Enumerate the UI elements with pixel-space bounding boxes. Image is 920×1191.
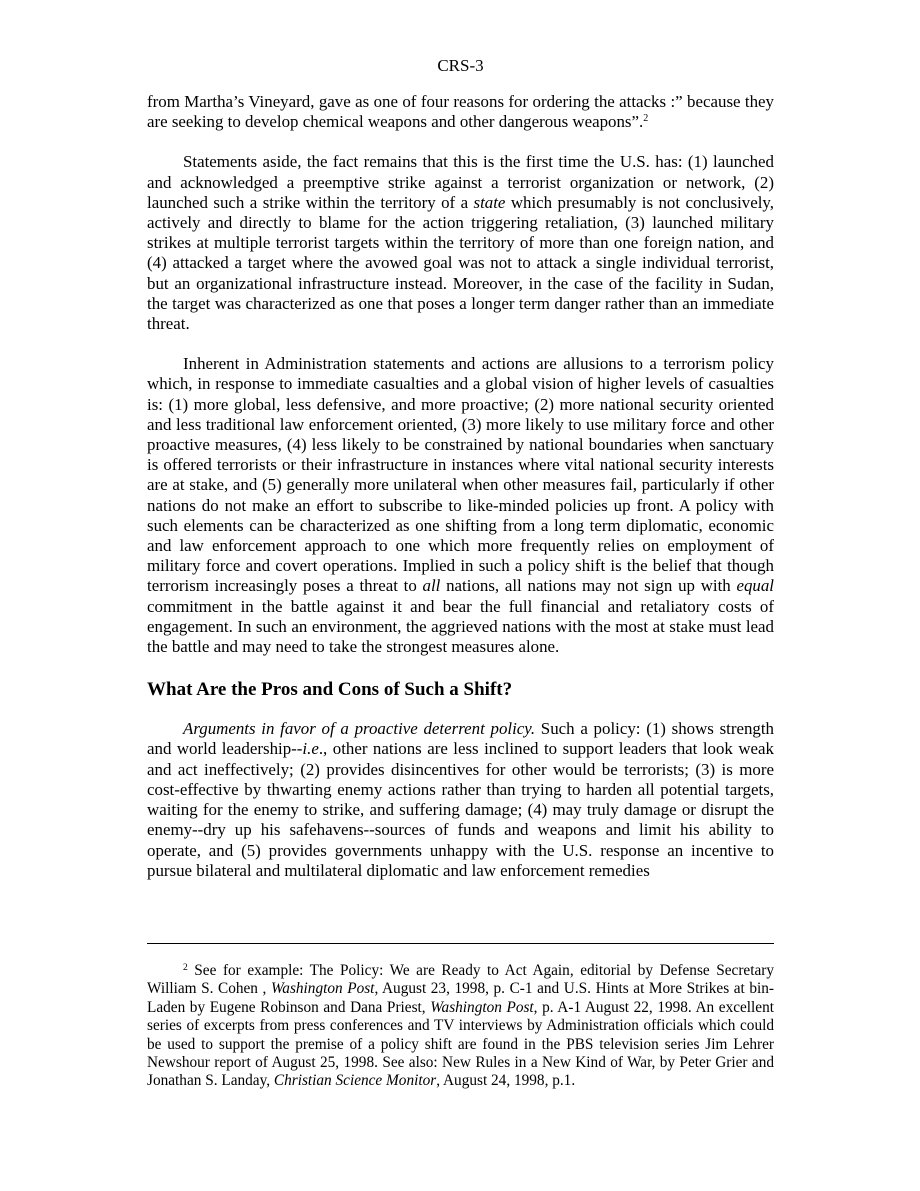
paragraph-text: from Martha’s Vineyard, gave as one of four reasons for ordering the attacks :” because they are seeking to develop chemical weapons and other dangerous weapons”.	[147, 92, 774, 132]
footnote-text: , p. A-1 August 22, 1998. An excellent series of excerpts from press conferences and TV interviews by Administration officials which could be used to support the premise of a policy shift are found in the PBS television series Jim Lehrer Newshour report of August 25, 1998. See also: New Rules in a New Kind of War, by Peter Grier and Jonathan S. Landay,	[147, 998, 774, 1090]
paragraph-arguments-in-favor	[147, 719, 774, 881]
section-heading: What Are the Pros and Cons of Such a Shift?	[147, 679, 513, 701]
footnote-2	[147, 962, 774, 1091]
italic-term: state	[473, 192, 506, 212]
paragraph-text: commitment in the battle against it and bear the full financial and retaliatory costs of engagement. In such an environment, the aggrieved nations with the most at stake must lead the battle and may need to take the strongest measures alone.	[147, 596, 774, 657]
italic-term: all	[422, 576, 441, 596]
paragraph-text: Statements aside, the fact remains that this is the first time the U.S. has: (1) launched and acknowledged a preemptive strike against a terrorist organization or network, (2) launched such a strike within the territory of a	[147, 152, 774, 212]
footnote-text: , August 24, 1998, p.1.	[436, 1072, 576, 1090]
publication-title: Washington Post	[430, 998, 534, 1016]
footnotes-section	[147, 962, 774, 1091]
publication-title: Washington Post	[270, 980, 375, 998]
paragraph-text: nations, all nations may not sign up with	[440, 576, 737, 596]
footnote-number: 2	[183, 963, 188, 973]
paragraph-first-time	[147, 152, 774, 334]
paragraph-policy-allusions	[147, 354, 774, 657]
publication-title: Christian Science Monitor	[273, 1072, 437, 1090]
paragraph-text: which presumably is not conclusively, actively and directly to blame for the action triggering retaliation, (3) launched military strikes at multiple terrorist targets within the territory of more than one foreign nation, and (4) attacked a target where the avowed goal was not to attack a single individual terrorist, but an organizational infrastructure instead. Moreover, in the case of the facility in Sudan, the target was characterized as one that poses a longer term danger rather than an immediate threat.	[147, 192, 774, 334]
italic-lead-in: Arguments in favor of a proactive deterrent policy.	[183, 719, 536, 739]
footnote-text: See for example: The Policy: We are Ready to Act Again, editorial by Defense Secretary William S. Cohen ,	[147, 962, 774, 998]
paragraph-continuation	[147, 92, 774, 132]
page-number-header: CRS-3	[437, 56, 484, 75]
paragraph-text: Inherent in Administration statements and actions are allusions to a terrorism policy which, in response to immediate casualties and a global vision of higher levels of casualties is: (1) more global, less defensive, and more proactive; (2) more national security oriented and less traditional law enforcement oriented, (3) more likely to use military force and other proactive measures, (4) less likely to be constrained by national boundaries when sanctuary is offered terrorists or their infrastructure in instances where vital national security interests are at stake, and (5) generally more unilateral when other measures fail, particularly if other nations do not make an effort to subscribe to like-minded policies up front. A policy with such elements can be characterized as one shifting from a long term diplomatic, economic and law enforcement approach to one which more frequently relies on employment of military force and covert operations. Implied in such a policy shift is the belief that though terrorism increasingly poses a threat to	[147, 354, 774, 596]
paragraph-text: Such a policy: (1) shows strength and world leadership--	[147, 719, 775, 759]
italic-term: i.e	[302, 739, 319, 759]
footnote-divider	[147, 943, 774, 944]
paragraph-text: ., other nations are less inclined to support leaders that look weak and act ineffectively; (2) provides disincentives for other would be terrorists; (3) is more cost-effective by thwarting enemy actions rather than trying to harden all potential targets, waiting for the enemy to strike, and suffering damage; (4) may truly damage or disrupt the enemy--dry up his safehavens--sources of funds and weapons and limit his ability to operate, and (5) provides governments unhappy with the U.S. response an incentive to pursue bilateral and multilateral diplomatic and law enforcement remedies	[147, 739, 774, 880]
document-page	[147, 56, 774, 881]
italic-term: equal	[736, 576, 774, 596]
footnote-reference[interactable]: 2	[643, 113, 649, 125]
footnote-text: , August 23, 1998, p. C-1 and U.S. Hints at More Strikes at bin-Laden by Eugene Robinson and Dana Priest,	[147, 980, 774, 1016]
